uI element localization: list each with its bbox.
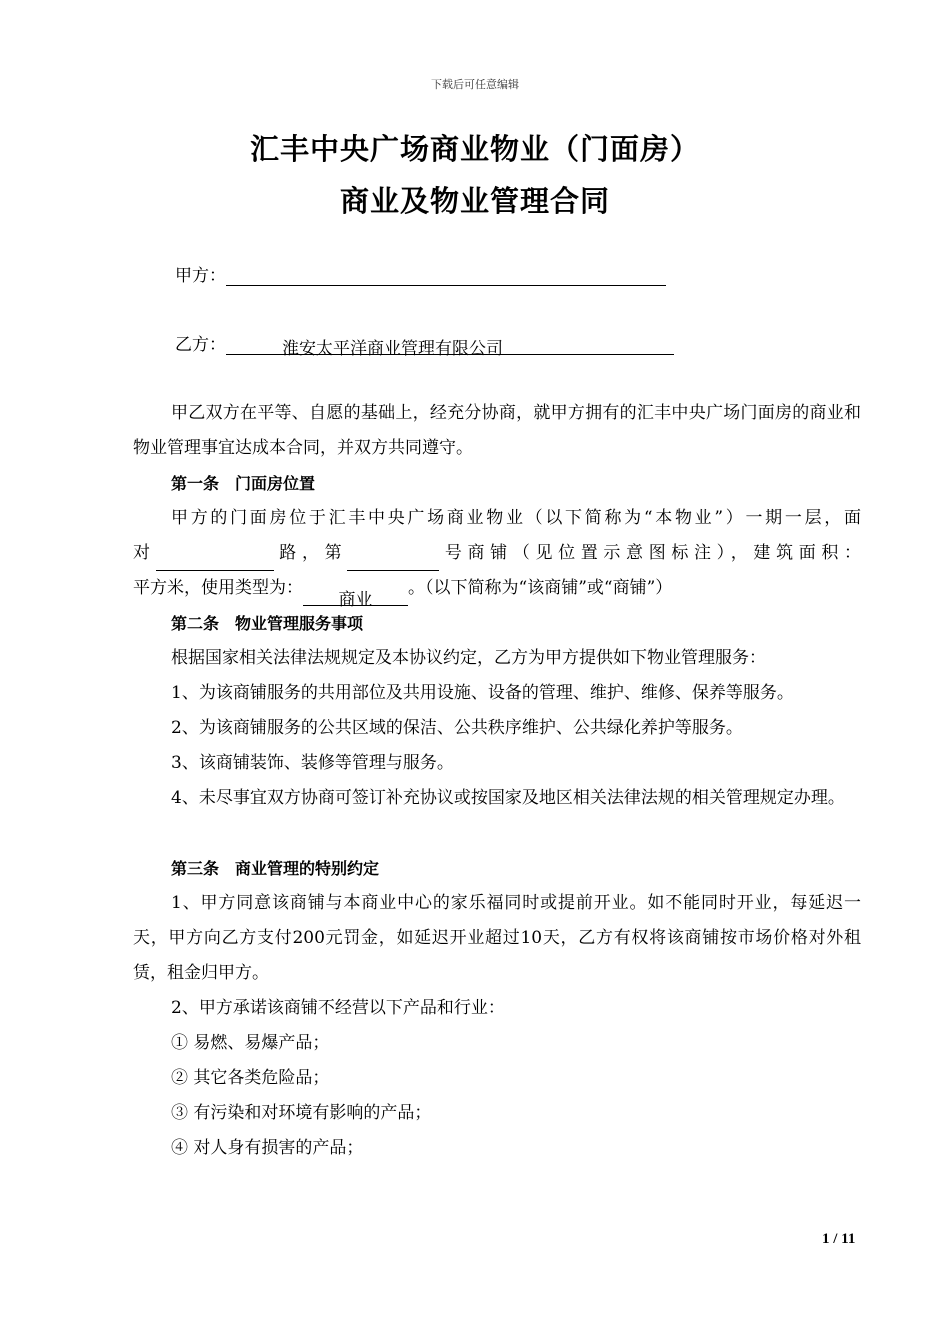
article3-list-item-2: ② 其它各类危险品； xyxy=(171,1068,330,1088)
party-b-line xyxy=(175,330,674,359)
page-number: 1 / 11 xyxy=(822,1231,856,1247)
article1-line3: 平方米，使用类型为：商业。（以下简称为“该商铺”或“商铺”） xyxy=(133,578,673,610)
article1-line1: 甲方的门面房位于汇丰中央广场商业物业（以下简称为“本物业”）一期一层，面 xyxy=(171,508,861,528)
party-a-label: 甲方： xyxy=(175,266,226,286)
article1-line2: 对 路，第 号商铺（见位置示意图标注），建筑面积： xyxy=(133,536,861,571)
article3-heading: 第三条 商业管理的特别约定 xyxy=(171,859,380,878)
article3-list-item-4: ④ 对人身有损害的产品； xyxy=(171,1138,364,1158)
party-a-line xyxy=(175,261,666,286)
party-b-blank xyxy=(226,334,674,359)
article2-item-2: 2、为该商铺服务的公共区域的保洁、公共秩序维护、公共绿化养护等服务。 xyxy=(171,718,743,738)
party-a-blank xyxy=(226,265,666,286)
article2-lead: 根据国家相关法律法规规定及本协议约定，乙方为甲方提供如下物业管理服务： xyxy=(171,648,766,668)
article3-para-1: 1、甲方同意该商铺与本商业中心的家乐福同时或提前开业。如不能同时开业，每延迟一天，甲方向乙方支付200元罚金，如延迟开业超过10天，乙方有权将该商铺按市场价格对外租赁，租金归甲方。 xyxy=(133,893,861,983)
use-type-blank xyxy=(303,583,408,610)
article3-list-item-1: ① 易燃、易爆产品； xyxy=(171,1033,330,1053)
article2-heading: 第二条 物业管理服务事项 xyxy=(171,614,364,633)
contract-body xyxy=(133,396,861,1166)
shop-number-blank xyxy=(347,548,439,571)
article2-item-1: 1、为该商铺服务的共用部位及共用设施、设备的管理、维护、维修、保养等服务。 xyxy=(171,683,794,703)
party-b-name: 淮安太平洋商业管理有限公司 xyxy=(282,339,503,359)
article2-item-3: 3、该商铺装饰、装修等管理与服务。 xyxy=(171,753,454,773)
use-type-value: 商业 xyxy=(338,590,373,610)
header-note: 下载后可任意编辑 xyxy=(431,78,519,91)
section-gap xyxy=(133,816,861,851)
contract-title-line2: 商业及物业管理合同 xyxy=(339,184,610,218)
contract-title-line1: 汇丰中央广场商业物业（门面房） xyxy=(249,132,700,166)
article1-heading: 第一条 门面房位置 xyxy=(171,474,316,493)
party-b-label: 乙方： xyxy=(175,335,226,355)
article2-item-4: 4、未尽事宜双方协商可签订补充协议或按国家及地区相关法律法规的相关管理规定办理。 xyxy=(171,788,845,808)
road-blank xyxy=(156,548,274,571)
intro-paragraph: 甲乙双方在平等、自愿的基础上，经充分协商，就甲方拥有的汇丰中央广场门面房的商业和物业管理事宜达成本合同，并双方共同遵守。 xyxy=(133,403,861,458)
article3-para-2: 2、甲方承诺该商铺不经营以下产品和行业： xyxy=(171,998,505,1018)
article3-list-item-3: ③ 有污染和对环境有影响的产品； xyxy=(171,1103,432,1123)
